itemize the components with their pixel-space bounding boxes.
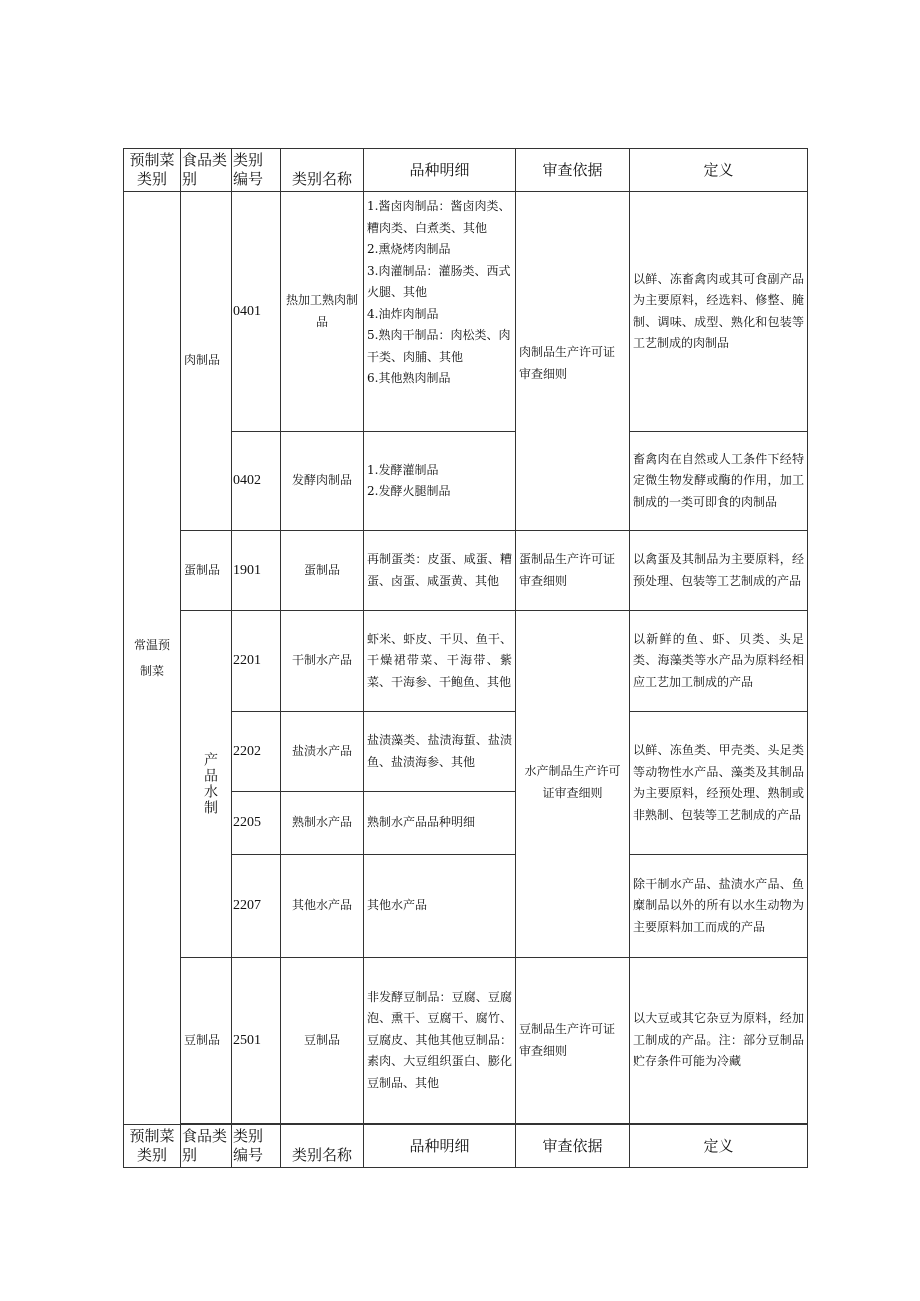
- detail-line: 5.熟肉干制品：肉松类、肉干类、肉脯、其他: [367, 328, 511, 364]
- detail-line: 2.发酵火腿制品: [367, 484, 451, 498]
- footer-header-category-code: 类别编号: [232, 1125, 281, 1168]
- name-0401: 热加工熟肉制品: [281, 192, 364, 432]
- header-variety-details: 品种明细: [364, 149, 516, 192]
- definition-0401: 以鲜、冻畜禽肉或其可食副产品为主要原料，经选料、修整、腌制、调味、成型、熟化和包装等工艺制成的肉制品: [630, 192, 808, 432]
- document-sheet: [123, 148, 808, 1168]
- meat-category-cell: 肉制品: [181, 192, 232, 531]
- footer-header-category-name: 类别名称: [281, 1125, 364, 1168]
- footer-header-preset-category: 预制菜类别: [124, 1125, 181, 1168]
- code-2205: 2205: [232, 792, 281, 855]
- detail-line: 4.油炸肉制品: [367, 306, 439, 321]
- header-definition: 定义: [630, 149, 808, 192]
- aquatic-char: 产: [202, 752, 218, 768]
- details-2202: 盐渍藻类、盐渍海蜇、盐渍鱼、盐渍海参、其他: [364, 712, 516, 792]
- bean-basis-cell: 豆制品生产许可证审查细则: [516, 958, 630, 1124]
- code-2207: 2207: [232, 855, 281, 958]
- code-1901: 1901: [232, 531, 281, 611]
- header-food-category: 食品类别: [181, 149, 232, 192]
- header-review-basis: 审查依据: [516, 149, 630, 192]
- details-2201: 虾米、虾皮、干贝、鱼干、干燥裙带菜、干海带、紫菜、干海参、干鲍鱼、其他: [364, 611, 516, 712]
- aquatic-category-cell: [181, 611, 232, 958]
- bean-category-cell: 豆制品: [181, 958, 232, 1124]
- definition-0402: 畜禽肉在自然或人工条件下经特定微生物发酵或酶的作用，加工制成的一类可即食的肉制品: [630, 432, 808, 531]
- aquatic-char: 品: [202, 768, 218, 784]
- aquatic-char: 制: [202, 800, 218, 816]
- prepared-food-category-table: [123, 148, 808, 1168]
- group-label: 常温预制菜: [133, 638, 170, 678]
- details-0402: [364, 432, 516, 531]
- table-row: [124, 958, 808, 1124]
- table-row: [124, 192, 808, 432]
- table-row: [124, 531, 808, 611]
- definition-2207: 除干制水产品、盐渍水产品、鱼糜制品以外的所有以水生动物为主要原料加工而成的产品: [630, 855, 808, 958]
- name-2202: 盐渍水产品: [281, 712, 364, 792]
- detail-line: 6.其他熟肉制品: [367, 371, 451, 385]
- aquatic-char: 水: [202, 784, 218, 800]
- definition-2202-2205: 以鲜、冻鱼类、甲壳类、头足类等动物性水产品、藻类及其制品为主要原料，经预处理、熟制或非熟制、包装等工艺制成的产品: [630, 712, 808, 855]
- definition-2201: 以新鲜的鱼、虾、贝类、头足类、海藻类等水产品为原料经相应工艺加工制成的产品: [630, 611, 808, 712]
- code-2202: 2202: [232, 712, 281, 792]
- footer-header-definition: 定义: [630, 1125, 808, 1168]
- meat-basis-cell: 肉制品生产许可证审查细则: [516, 192, 630, 531]
- footer-header-review-basis: 审查依据: [516, 1125, 630, 1168]
- details-0401: [364, 192, 516, 432]
- details-2207: 其他水产品: [364, 855, 516, 958]
- footer-header-food-category: 食品类别: [181, 1125, 232, 1168]
- code-2501: 2501: [232, 958, 281, 1124]
- name-1901: 蛋制品: [281, 531, 364, 611]
- footer-header-variety-details: 品种明细: [364, 1125, 516, 1168]
- aquatic-basis-cell: 水产制品生产许可证审查细则: [516, 611, 630, 958]
- table-row: [124, 611, 808, 712]
- aquatic-category-label: [193, 752, 219, 816]
- name-2501: 豆制品: [281, 958, 364, 1124]
- name-2207: 其他水产品: [281, 855, 364, 958]
- table-footer-header-row: [124, 1125, 808, 1168]
- definition-2501: 以大豆或其它杂豆为原料，经加工制成的产品。注：部分豆制品贮存条件可能为冷藏: [630, 958, 808, 1124]
- detail-line: 3.肉灌制品：灌肠类、西式火腿、其他: [367, 263, 511, 299]
- header-preset-category: 预制菜类别: [124, 149, 181, 192]
- table-header-row: [124, 149, 808, 192]
- group-cell: [124, 192, 181, 1125]
- name-2201: 干制水产品: [281, 611, 364, 712]
- code-0402: 0402: [232, 432, 281, 531]
- egg-category-cell: 蛋制品: [181, 531, 232, 611]
- egg-basis-cell: 蛋制品生产许可证审查细则: [516, 531, 630, 611]
- details-2501: 非发酵豆制品：豆腐、豆腐泡、熏干、豆腐干、腐竹、豆腐皮、其他其他豆制品：素肉、大豆组织蛋白、膨化豆制品、其他: [364, 958, 516, 1124]
- name-2205: 熟制水产品: [281, 792, 364, 855]
- header-category-name: 类别名称: [281, 149, 364, 192]
- code-2201: 2201: [232, 611, 281, 712]
- details-1901: 再制蛋类：皮蛋、咸蛋、糟蛋、卤蛋、咸蛋黄、其他: [364, 531, 516, 611]
- header-category-code: 类别编号: [232, 149, 281, 192]
- detail-line: 1.发酵灌制品: [367, 462, 439, 477]
- code-0401: 0401: [232, 192, 281, 432]
- name-0402: 发酵肉制品: [281, 432, 364, 531]
- detail-line: 1.酱卤肉制品：酱卤肉类、糟肉类、白煮类、其他: [367, 199, 511, 235]
- details-2205: 熟制水产品品种明细: [364, 792, 516, 855]
- detail-line: 2.熏烧烤肉制品: [367, 242, 451, 256]
- definition-1901: 以禽蛋及其制品为主要原料，经预处理、包装等工艺制成的产品: [630, 531, 808, 611]
